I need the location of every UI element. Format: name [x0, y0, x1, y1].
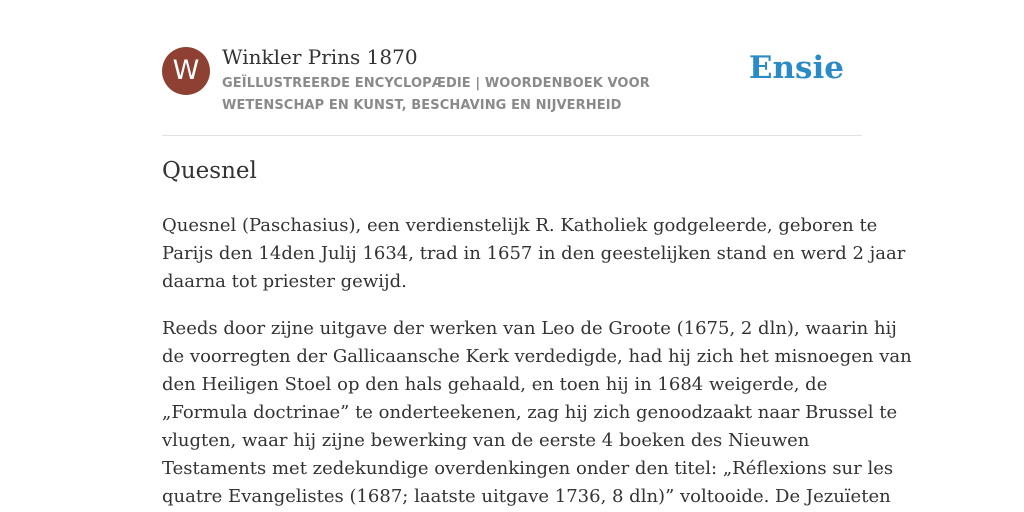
source-avatar[interactable]: W [162, 47, 210, 95]
source-title[interactable]: Winkler Prins 1870 [222, 45, 418, 69]
header-divider [162, 135, 862, 136]
paragraph-line: Quesnel (Paschasius), een verdienstelijk R. Katholiek godgeleerde, geboren te [162, 215, 878, 236]
paragraph-line: quatre Evangelistes (1687; laatste uitgave 1736, 8 dln)” voltooide. De Jezuïeten [162, 486, 891, 507]
article-title: Quesnel [162, 158, 257, 184]
paragraph-line: Reeds door zijne uitgave der werken van Leo de Groote (1675, 2 dln), waarin hij [162, 318, 897, 339]
paragraph-line: vlugten, waar hij zijne bewerking van de eerste 4 boeken des Nieuwen [162, 430, 810, 451]
paragraph-line: Parijs den 14den Julij 1634, trad in 1657 in den geestelijken stand en werd 2 jaar [162, 243, 906, 264]
ensie-logo[interactable]: Ensie [748, 50, 844, 86]
paragraph-line: daarna tot priester gewijd. [162, 271, 407, 292]
source-header [162, 44, 862, 118]
paragraph-line: Testaments met zedekundige overdenkingen onder den titel: „Réflexions sur les [162, 458, 894, 479]
paragraph-line: „Formula doctrinae” te onderteekenen, zag hij zich genoodzaakt naar Brussel te [162, 402, 898, 423]
paragraph-line: den Heiligen Stoel op den hals gehaald, en toen hij in 1684 weigerde, de [162, 374, 828, 395]
paragraph-line: de voorregten der Gallicaansche Kerk verdedigde, had hij zich het misnoegen van [162, 346, 912, 367]
article-paragraph [162, 315, 912, 511]
source-subtitle: GEÏLLUSTREERDE ENCYCLOPÆDIE | WOORDENBOEK VOOR WETENSCHAP EN KUNST, BESCHAVING EN NIJVERHEID [222, 76, 650, 113]
article-paragraph [162, 212, 906, 296]
article-body [162, 212, 912, 512]
